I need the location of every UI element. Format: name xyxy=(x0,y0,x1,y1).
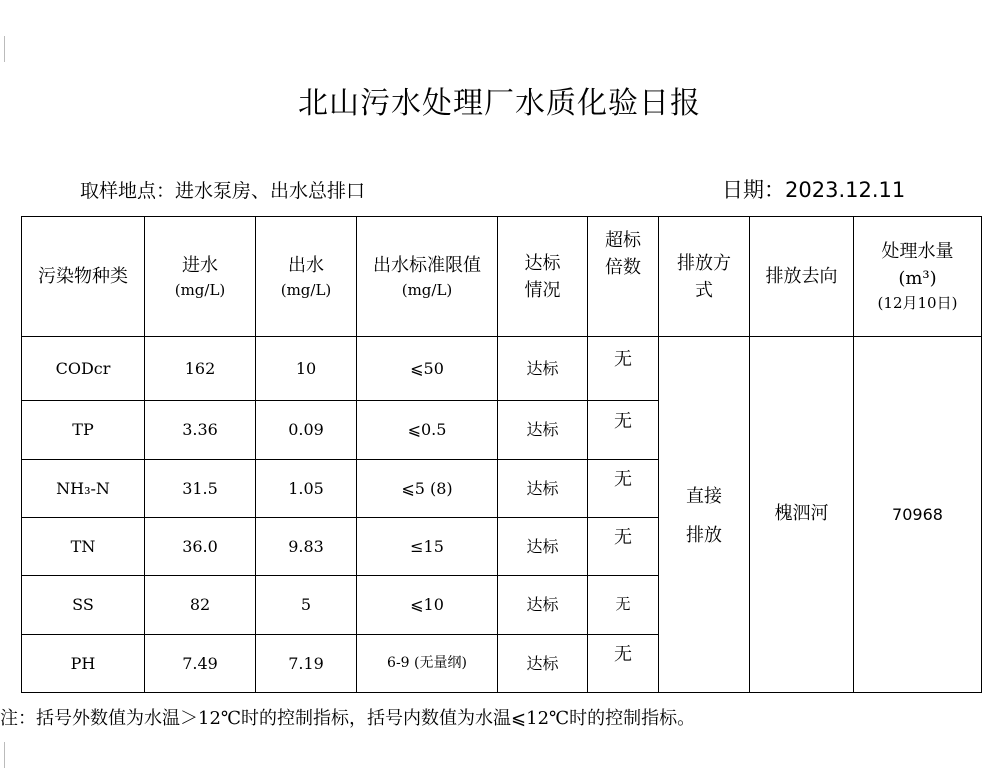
header-volume-line1: 处理水量 xyxy=(881,241,954,263)
influent-value: 162 xyxy=(145,337,256,401)
influent-value: 82 xyxy=(145,576,256,635)
limit-value: 6-9 (无量纲) xyxy=(357,635,498,693)
pollutant-name: TN xyxy=(22,518,145,576)
pollutant-name: PH xyxy=(22,635,145,693)
influent-value: 36.0 xyxy=(145,518,256,576)
report-title: 北山污水处理厂水质化验日报 xyxy=(298,86,701,121)
compliance-status: 达标 xyxy=(498,576,588,635)
effluent-value: 1.05 xyxy=(256,460,357,518)
exceed-text: 无 xyxy=(614,349,632,371)
treated-volume: 70968 xyxy=(854,337,982,693)
footnote: 注：括号外数值为水温＞12℃时的控制指标，括号内数值为水温⩽12℃时的控制指标。 xyxy=(0,708,696,729)
discharge-destination: 槐泗河 xyxy=(750,337,854,693)
header-effluent-label: 出水 xyxy=(288,254,324,276)
discharge-method xyxy=(659,337,750,693)
header-discharge-method xyxy=(659,217,750,337)
compliance-status: 达标 xyxy=(498,460,588,518)
limit-value: ⩽50 xyxy=(357,337,498,401)
header-exceed xyxy=(588,217,659,337)
influent-value: 7.49 xyxy=(145,635,256,693)
effluent-value: 5 xyxy=(256,576,357,635)
compliance-status: 达标 xyxy=(498,635,588,693)
exceed-multiple: 无 xyxy=(588,576,659,635)
header-compliance-line1: 达标 xyxy=(524,252,561,274)
header-pollutant: 污染物种类 xyxy=(22,217,145,337)
compliance-status: 达标 xyxy=(498,401,588,460)
header-limit xyxy=(357,217,498,337)
header-influent-label: 进水 xyxy=(182,254,218,276)
exceed-multiple xyxy=(588,337,659,401)
influent-value: 3.36 xyxy=(145,401,256,460)
compliance-status: 达标 xyxy=(498,337,588,401)
effluent-value: 7.19 xyxy=(256,635,357,693)
sampling-location: 取样地点：进水泵房、出水总排口 xyxy=(80,180,366,202)
exceed-multiple xyxy=(588,460,659,518)
exceed-text: 无 xyxy=(614,644,632,666)
effluent-value: 0.09 xyxy=(256,401,357,460)
pollutant-name: TP xyxy=(22,401,145,460)
table-header-row xyxy=(22,217,982,337)
pollutant-name: CODcr xyxy=(22,337,145,401)
influent-value: 31.5 xyxy=(145,460,256,518)
header-treated-volume xyxy=(854,217,982,337)
header-effluent xyxy=(256,217,357,337)
exceed-text: 无 xyxy=(614,410,632,432)
header-effluent-unit: (mg/L) xyxy=(280,280,332,299)
exceed-text: 无 xyxy=(614,527,632,549)
limit-value: ⩽5 (8) xyxy=(357,460,498,518)
header-discharge-method-line2: 式 xyxy=(695,279,713,301)
header-discharge-destination: 排放去向 xyxy=(750,217,854,337)
pollutant-name: SS xyxy=(22,576,145,635)
pollutant-name: NH₃-N xyxy=(22,460,145,518)
exceed-multiple xyxy=(588,635,659,693)
header-limit-label: 出水标准限值 xyxy=(373,254,481,276)
limit-value: ≤15 xyxy=(357,518,498,576)
header-exceed-line2: 倍数 xyxy=(605,257,641,278)
header-compliance-line2: 情况 xyxy=(524,279,561,301)
header-limit-unit: (mg/L) xyxy=(401,280,453,299)
page-edge-mark-bottom xyxy=(4,742,5,768)
exceed-multiple xyxy=(588,401,659,460)
table-row xyxy=(22,337,982,401)
water-quality-table xyxy=(21,216,982,693)
header-influent-unit: (mg/L) xyxy=(174,280,226,299)
exceed-multiple xyxy=(588,518,659,576)
effluent-value: 10 xyxy=(256,337,357,401)
header-compliance xyxy=(498,217,588,337)
header-exceed-line1: 超标 xyxy=(605,230,641,251)
header-volume-line3: (12月10日) xyxy=(877,294,958,313)
header-discharge-method-line1: 排放方 xyxy=(677,252,731,274)
discharge-method-line1: 直接 xyxy=(686,485,722,507)
compliance-status: 达标 xyxy=(498,518,588,576)
limit-value: ⩽10 xyxy=(357,576,498,635)
header-influent xyxy=(145,217,256,337)
header-volume-line2: (m³) xyxy=(898,268,937,290)
exceed-text: 无 xyxy=(614,469,632,491)
report-date: 日期：2023.12.11 xyxy=(722,178,906,202)
effluent-value: 9.83 xyxy=(256,518,357,576)
discharge-method-line2: 排放 xyxy=(686,525,722,547)
page-edge-mark xyxy=(4,36,5,62)
limit-value: ⩽0.5 xyxy=(357,401,498,460)
